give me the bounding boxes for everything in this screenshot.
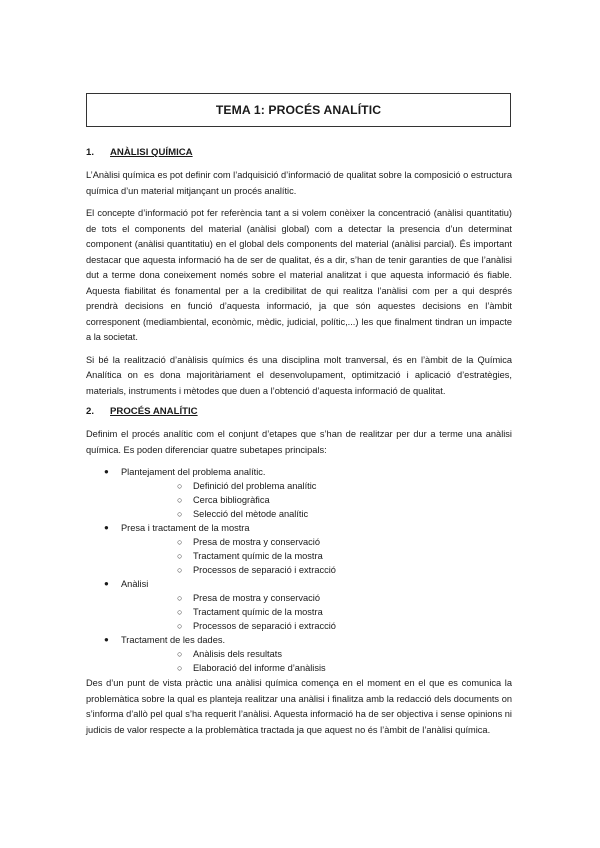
sub-list	[121, 591, 512, 633]
paragraph: El concepte d’informació pot fer referència tant a si volem conèixer la concentració (anàlisi quantitatiu) de tots el components del material (anàlisi global) com a detectar la presencia d’un determinat component (anàlisi quantitatiu) en el global dels components del material (anàlisi parcial). És important destacar que aquesta informació ha de ser de qualitat, és a dir, s’han de tenir garanties de que l’anàlisi dut a terme dona coneixement només sobre el material analitzat i que aquesta informació és fiable. Aquesta fiabilitat és fonamental per a la credibilitat de qui realitza l’anàlisi com per a qui després prendrà decisions en funció d’aquesta informació, ja que són aquestes decisions en l’àmbit corresponent (mediambiental, econòmic, mèdic, judicial, polític,...) les que finalment tindran un impacte a la societat.	[86, 208, 512, 342]
list-item-label: Elaboració del informe d’anàlisis	[193, 663, 326, 673]
circle-bullet-icon: ○	[177, 509, 183, 519]
paragraph: L’Anàlisi química es pot definir com l’adquisició d’informació de qualitat sobre la composició o estructura química d’un material mitjançant un procés analític.	[86, 170, 512, 196]
list-item-label: Presa de mostra y conservació	[193, 593, 320, 603]
list-item-label: Tractament químic de la mostra	[193, 551, 323, 561]
list-item-label: Cerca bibliogràfica	[193, 495, 270, 505]
bullet-icon: ●	[104, 523, 109, 532]
list-item-label: Plantejament del problema analític.	[121, 467, 266, 477]
circle-bullet-icon: ○	[177, 649, 183, 659]
list-item-label: Processos de separació i extracció	[193, 621, 336, 631]
list-item-label: Tractament químic de la mostra	[193, 607, 323, 617]
stages-list	[86, 465, 512, 675]
list-item	[121, 479, 512, 493]
list-item	[121, 507, 512, 521]
list-item	[86, 577, 512, 633]
circle-bullet-icon: ○	[177, 663, 183, 673]
section-title: ANÀLISI QUÍMICA	[110, 147, 193, 158]
circle-bullet-icon: ○	[177, 565, 183, 575]
list-item-label: Presa i tractament de la mostra	[121, 523, 250, 533]
list-item-label: Definició del problema analític	[193, 481, 317, 491]
list-item	[86, 633, 512, 675]
list-item	[121, 619, 512, 633]
document-body	[86, 146, 512, 738]
list-item	[121, 605, 512, 619]
paragraph: Definim el procés analític com el conjunt d’etapes que s’han de realitzar per dur a terme una anàlisi química. Es poden diferenciar quatre subetapes principals:	[86, 429, 512, 455]
list-item	[121, 661, 512, 675]
circle-bullet-icon: ○	[177, 495, 183, 505]
list-item-label: Anàlisi	[121, 579, 149, 589]
bullet-icon: ●	[104, 579, 109, 588]
list-item-label: Anàlisis dels resultats	[193, 649, 282, 659]
list-item-label: Tractament de les dades.	[121, 635, 226, 645]
page-title: TEMA 1: PROCÉS ANALÍTIC	[86, 93, 511, 127]
list-item	[121, 563, 512, 577]
section-heading-2	[86, 405, 512, 419]
bullet-icon: ●	[104, 635, 109, 644]
circle-bullet-icon: ○	[177, 621, 183, 631]
list-item-label: Presa de mostra y conservació	[193, 537, 320, 547]
list-item	[86, 465, 512, 521]
circle-bullet-icon: ○	[177, 537, 183, 547]
list-item	[86, 521, 512, 577]
sub-list	[121, 647, 512, 675]
section-title: PROCÉS ANALÍTIC	[110, 406, 198, 417]
section-number: 2.	[86, 406, 95, 417]
list-item-label: Selecció del mètode analític	[193, 509, 309, 519]
paragraph: Des d’un punt de vista pràctic una anàlisi química comença en el moment en el que es comunica la problemàtica sobre la qual es planteja realitzar una anàlisi i finalitza amb la redacció dels documents on s’informa d’allò pel qual s’ha requerit l’anàlisi. Aquesta informació ha de ser objectiva i sense opinions ni judicis de valor respecte a la problemàtica tractada ja que aquest no és l’àmbit de l’anàlisi química.	[86, 678, 512, 735]
list-item	[121, 493, 512, 507]
section-number: 1.	[86, 147, 95, 158]
circle-bullet-icon: ○	[177, 481, 183, 491]
list-item	[121, 647, 512, 661]
sub-list	[121, 535, 512, 577]
paragraph: Si bé la realització d’anàlisis químics és una disciplina molt tranversal, és en l’àmbit de la Química Analítica on es dona majoritàriament el desenvolupament, optimització i aplicació d’estratègies, materials, instruments i mètodes que duen a l’obtenció d’aquesta informació de qualitat.	[86, 354, 512, 396]
list-item-label: Processos de separació i extracció	[193, 565, 336, 575]
circle-bullet-icon: ○	[177, 607, 183, 617]
section-heading-1	[86, 146, 512, 160]
list-item	[121, 549, 512, 563]
bullet-icon: ●	[104, 467, 109, 476]
sub-list	[121, 479, 512, 521]
circle-bullet-icon: ○	[177, 551, 183, 561]
list-item	[121, 591, 512, 605]
list-item	[121, 535, 512, 549]
circle-bullet-icon: ○	[177, 593, 183, 603]
